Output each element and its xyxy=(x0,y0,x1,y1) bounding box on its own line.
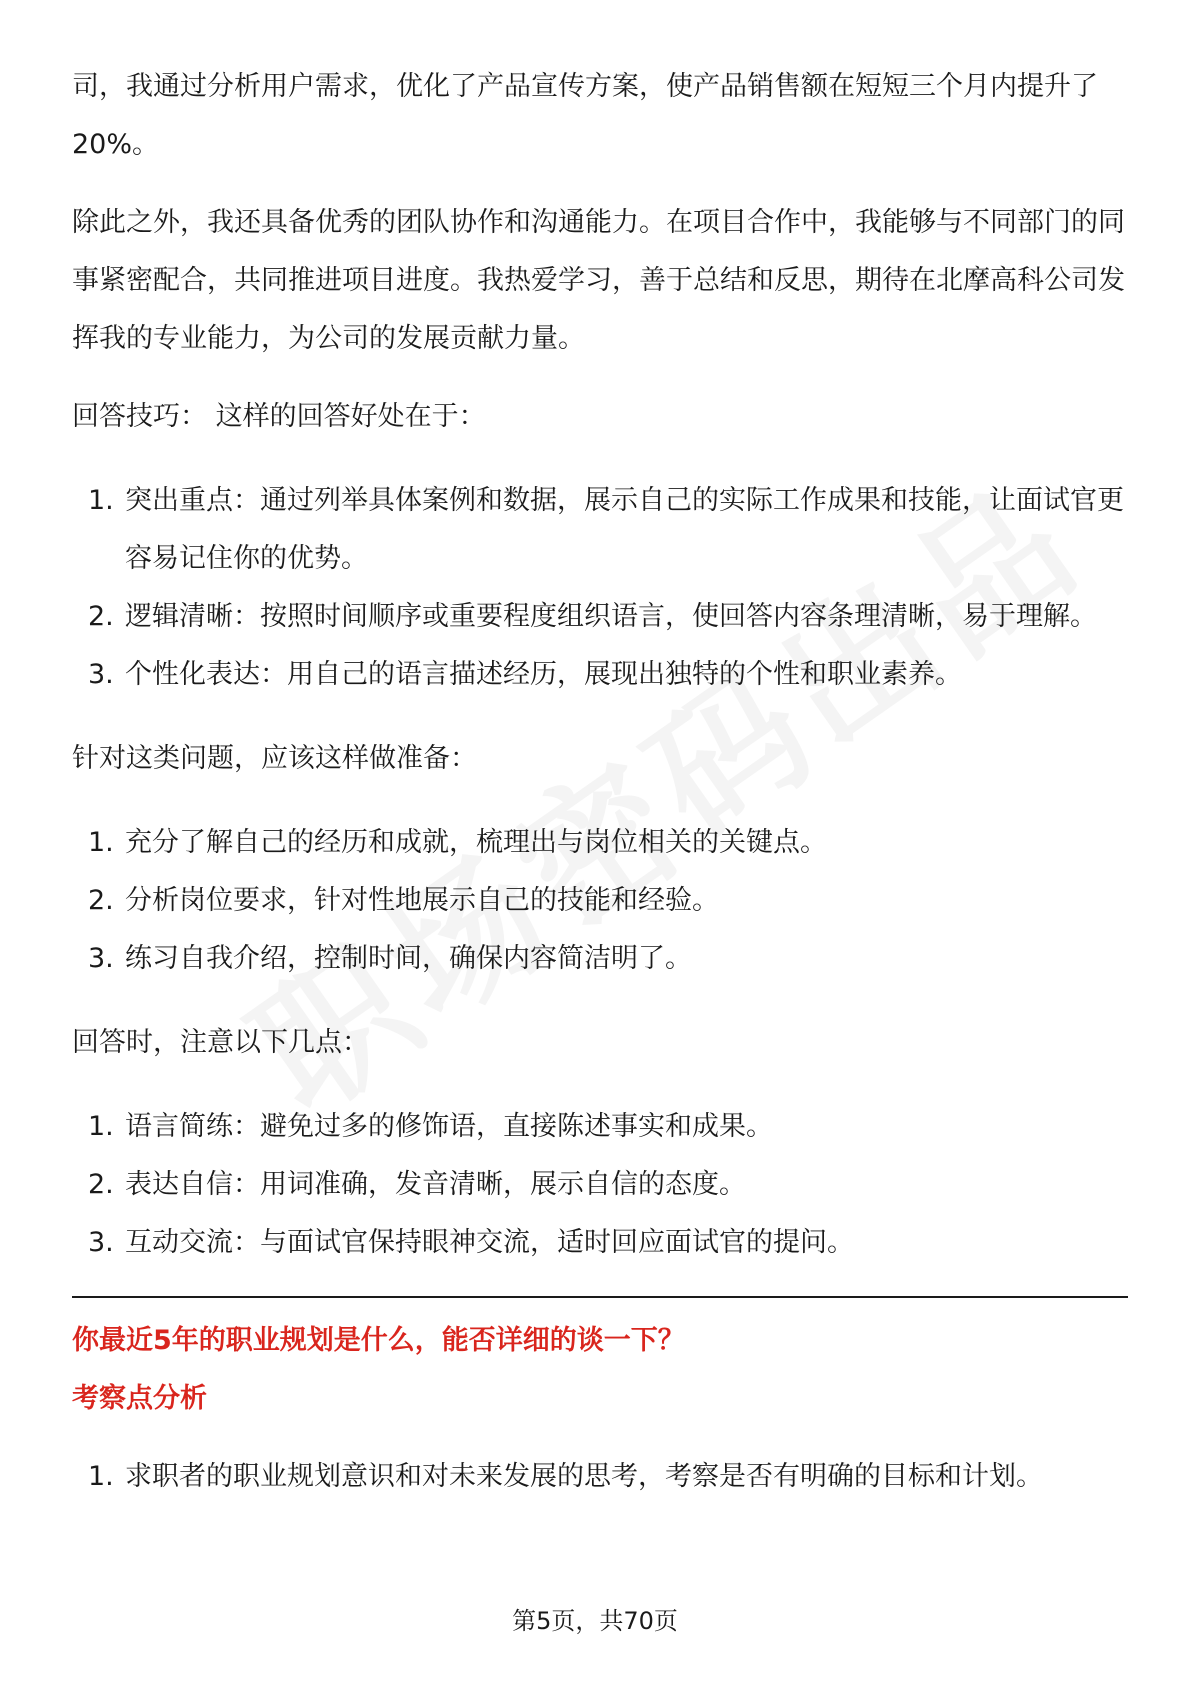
question-title: 你最近5年的职业规划是什么，能否详细的谈一下？ xyxy=(72,1325,685,1356)
list-number: 1. xyxy=(88,1111,114,1142)
prepare-heading: 针对这类问题，应该这样做准备： xyxy=(72,743,477,774)
list-number: 3. xyxy=(88,659,114,690)
list-item xyxy=(72,1214,1128,1272)
list-text: 逻辑清晰：按照时间顺序或重要程度组织语言，使回答内容条理清晰，易于理解。 xyxy=(125,601,1097,632)
list-number: 1. xyxy=(88,1461,114,1492)
list-text: 突出重点：通过列举具体案例和数据，展示自己的实际工作成果和技能，让面试官更容易记住你的优势。 xyxy=(125,485,1124,574)
list-item xyxy=(72,588,1128,646)
list-number: 2. xyxy=(88,885,114,916)
section-divider xyxy=(72,1296,1128,1298)
list-item xyxy=(72,1448,1128,1506)
list-item xyxy=(72,814,1128,872)
list-text: 互动交流：与面试官保持眼神交流，适时回应面试官的提问。 xyxy=(125,1227,854,1258)
tips-heading: 回答技巧： 这样的回答好处在于： xyxy=(72,401,486,432)
attention-list xyxy=(72,1098,1128,1272)
tips-list xyxy=(72,472,1128,704)
list-text: 语言简练：避免过多的修饰语，直接陈述事实和成果。 xyxy=(125,1111,773,1142)
list-number: 3. xyxy=(88,943,114,974)
analysis-heading: 考察点分析 xyxy=(72,1383,207,1414)
list-number: 2. xyxy=(88,601,114,632)
list-item xyxy=(72,872,1128,930)
list-number: 1. xyxy=(88,485,114,516)
list-text: 表达自信：用词准确，发音清晰，展示自信的态度。 xyxy=(125,1169,746,1200)
page-number: 第5页，共70页 xyxy=(512,1607,678,1635)
list-text: 分析岗位要求，针对性地展示自己的技能和经验。 xyxy=(125,885,719,916)
list-number: 1. xyxy=(88,827,114,858)
list-number: 2. xyxy=(88,1169,114,1200)
prepare-list xyxy=(72,814,1128,988)
list-text: 充分了解自己的经历和成就，梳理出与岗位相关的关键点。 xyxy=(125,827,827,858)
list-item xyxy=(72,646,1128,704)
list-text: 个性化表达：用自己的语言描述经历，展现出独特的个性和职业素养。 xyxy=(125,659,962,690)
intro-paragraph-2: 除此之外，我还具备优秀的团队协作和沟通能力。在项目合作中，我能够与不同部门的同事紧密配合，共同推进项目进度。我热爱学习，善于总结和反思，期待在北摩高科公司发挥我的专业能力，为公司的发展贡献力量。 xyxy=(72,207,1125,354)
list-text: 练习自我介绍，控制时间，确保内容简洁明了。 xyxy=(125,943,692,974)
list-text: 求职者的职业规划意识和对未来发展的思考，考察是否有明确的目标和计划。 xyxy=(125,1461,1043,1492)
attention-heading: 回答时，注意以下几点： xyxy=(72,1027,369,1058)
list-item xyxy=(72,1098,1128,1156)
list-item xyxy=(72,1156,1128,1214)
list-item xyxy=(72,930,1128,988)
intro-paragraph-1: 司，我通过分析用户需求，优化了产品宣传方案，使产品销售额在短短三个月内提升了20%。 xyxy=(72,71,1098,160)
list-number: 3. xyxy=(88,1227,114,1258)
analysis-list xyxy=(72,1448,1128,1506)
document-body xyxy=(72,58,1128,1506)
list-item xyxy=(72,472,1128,588)
